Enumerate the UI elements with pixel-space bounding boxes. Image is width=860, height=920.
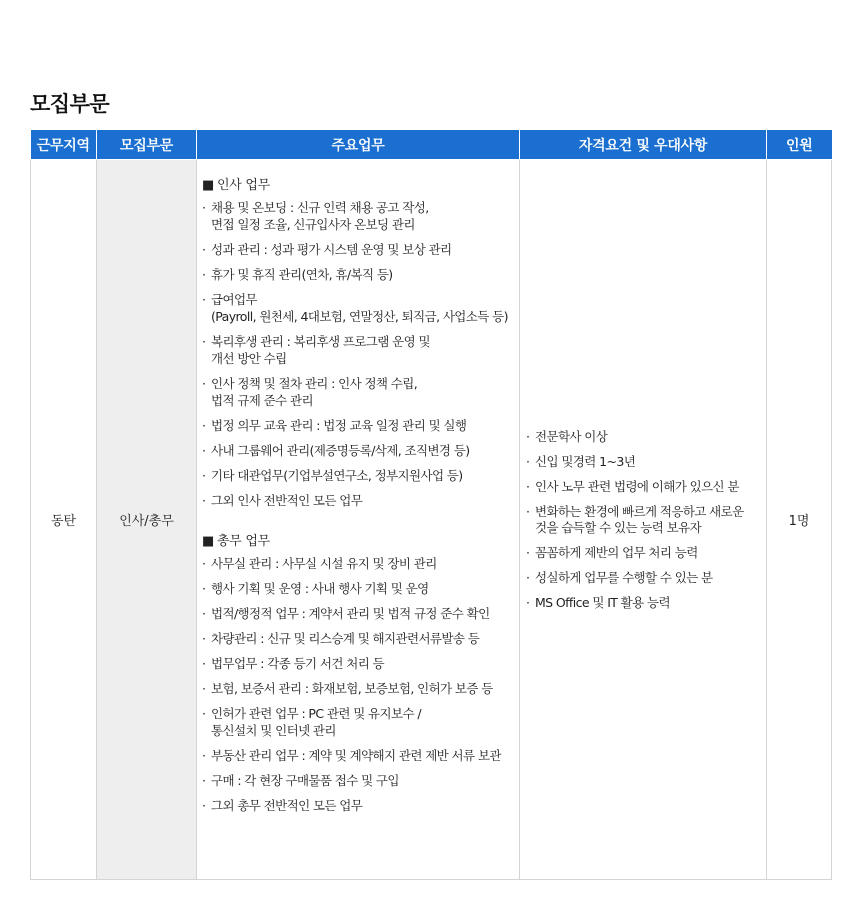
- list-item: [202, 333, 513, 367]
- list-item-line: 법정 의무 교육 관리 : 법정 교육 일정 관리 및 실행: [211, 418, 467, 433]
- list-item-line: 사내 그룹웨어 관리(제증명등록/삭제, 조직변경 등): [211, 443, 470, 458]
- table-header-row: [31, 130, 832, 160]
- bullet-dot: ·: [202, 292, 206, 307]
- list-item: [202, 797, 513, 814]
- list-item: [202, 241, 513, 258]
- list-item: [202, 266, 513, 283]
- header-qualifications: 자격요건 및 우대사항: [520, 130, 767, 160]
- bullet-dot: ·: [202, 200, 206, 215]
- list-item-line: 복리후생 관리 : 복리후생 프로그램 운영 및: [211, 334, 430, 349]
- list-item-line: 것을 습득할 수 있는 능력 보유자: [535, 519, 702, 535]
- list-item: [202, 492, 513, 509]
- bullet-dot: ·: [202, 773, 206, 788]
- bullet-dot: ·: [202, 631, 206, 646]
- bullet-dot: ·: [202, 334, 206, 349]
- duty-group-title-text: 인사 업무: [216, 178, 270, 193]
- table-row: [31, 160, 832, 880]
- bullet-dot: ·: [202, 606, 206, 621]
- list-item: [526, 504, 760, 536]
- list-item-line: 성과 관리 : 성과 평가 시스템 운영 및 보상 관리: [211, 242, 452, 257]
- bullet-dot: ·: [202, 656, 206, 671]
- list-item-line: 면접 일정 조율, 신규입사자 온보딩 관리: [211, 217, 415, 232]
- list-item-line: 법적/행정적 업무 : 계약서 관리 및 법적 규정 준수 확인: [211, 606, 490, 621]
- bullet-dot: ·: [202, 418, 206, 433]
- list-item-line: MS Office 및 IT 활용 능력: [535, 594, 670, 610]
- list-item: [202, 417, 513, 434]
- list-item: [202, 467, 513, 484]
- list-item: [202, 655, 513, 672]
- bullet-dot: ·: [526, 478, 530, 494]
- duty-group: [202, 533, 513, 814]
- bullet-dot: ·: [526, 594, 530, 610]
- list-item-line: 통신설치 및 인터넷 관리: [211, 723, 336, 738]
- list-item: [202, 375, 513, 409]
- list-item-line: 채용 및 온보딩 : 신규 인력 채용 공고 작성,: [211, 200, 429, 215]
- list-item-line: 신입 및경력 1~3년: [535, 453, 636, 469]
- list-item-line: 인허가 관련 업무 : PC 관련 및 유지보수 /: [211, 706, 421, 721]
- duty-group: [202, 177, 513, 509]
- list-item: [202, 680, 513, 697]
- list-item-line: 차량관리 : 신규 및 리스승계 및 해지관련서류발송 등: [211, 631, 480, 646]
- duty-list: [202, 555, 513, 814]
- list-item: [202, 442, 513, 459]
- bullet-dot: ·: [202, 242, 206, 257]
- list-item-line: 그외 인사 전반적인 모든 업무: [211, 493, 363, 508]
- list-item: [202, 291, 513, 325]
- list-item-line: 행사 기획 및 운영 : 사내 행사 기획 및 운영: [211, 581, 429, 596]
- list-item: [526, 479, 760, 495]
- bullet-dot: ·: [526, 453, 530, 469]
- list-item: [202, 772, 513, 789]
- list-item-line: 구매 : 각 현장 구매물품 접수 및 구입: [211, 773, 399, 788]
- list-item-line: 변화하는 환경에 빠르게 적응하고 새로운: [535, 503, 744, 519]
- list-item-line: 인사 정책 및 절차 관리 : 인사 정책 수립,: [211, 376, 418, 391]
- list-item: [526, 429, 760, 445]
- list-item-line: 인사 노무 관련 법령에 이해가 있으신 분: [535, 478, 739, 494]
- header-category: 모집부문: [97, 130, 197, 160]
- recruitment-table: [30, 130, 832, 880]
- duty-group-title: [202, 177, 513, 195]
- section-title: 모집부문: [30, 92, 110, 116]
- list-item: [526, 595, 760, 611]
- bullet-dot: ·: [202, 798, 206, 813]
- duty-group-title-text: 총무 업무: [216, 534, 270, 549]
- bullet-dot: ·: [202, 443, 206, 458]
- list-item-line: 성실하게 업무를 수행할 수 있는 분: [535, 569, 713, 585]
- bullet-dot: ·: [202, 681, 206, 696]
- list-item-line: 사무실 관리 : 사무실 시설 유지 및 장비 관리: [211, 556, 437, 571]
- list-item: [202, 199, 513, 233]
- list-item-line: 그외 총무 전반적인 모든 업무: [211, 798, 363, 813]
- bullet-dot: ·: [526, 428, 530, 444]
- list-item-line: 보험, 보증서 관리 : 화재보험, 보증보험, 인허가 보증 등: [211, 681, 493, 696]
- list-item-line: 개선 방안 수립: [211, 351, 287, 366]
- list-item: [526, 545, 760, 561]
- bullet-dot: ·: [202, 556, 206, 571]
- list-item-line: 법적 규제 준수 관리: [211, 393, 313, 408]
- bullet-dot: ·: [526, 569, 530, 585]
- header-region: 근무지역: [31, 130, 97, 160]
- bullet-dot: ·: [202, 581, 206, 596]
- list-item: [526, 454, 760, 470]
- square-marker-icon: ■: [202, 178, 214, 193]
- headcount-cell: 1명: [767, 160, 832, 880]
- list-item-line: 부동산 관리 업무 : 계약 및 계약해지 관련 제반 서류 보관: [211, 748, 501, 763]
- list-item: [526, 570, 760, 586]
- list-item-line: 휴가 및 휴직 관리(연차, 휴/복직 등): [211, 267, 393, 282]
- bullet-dot: ·: [202, 376, 206, 391]
- list-item-line: 꼼꼼하게 제반의 업무 처리 능력: [535, 544, 698, 560]
- list-item: [202, 747, 513, 764]
- bullet-dot: ·: [202, 493, 206, 508]
- region-cell: 동탄: [31, 160, 97, 880]
- bullet-dot: ·: [202, 267, 206, 282]
- bullet-dot: ·: [202, 748, 206, 763]
- list-item-line: 법무업무 : 각종 등기 서건 처리 등: [211, 656, 385, 671]
- list-item: [202, 580, 513, 597]
- list-item-line: 급여업무: [211, 292, 257, 307]
- qualifications-cell: [520, 160, 767, 880]
- list-item: [202, 555, 513, 572]
- list-item-line: 기타 대관업무(기업부설연구소, 정부지원사업 등): [211, 468, 463, 483]
- duty-group-title: [202, 533, 513, 551]
- list-item: [202, 705, 513, 739]
- bullet-dot: ·: [202, 706, 206, 721]
- bullet-dot: ·: [202, 468, 206, 483]
- bullet-dot: ·: [526, 503, 530, 519]
- qualifications-list: [526, 429, 760, 611]
- bullet-dot: ·: [526, 544, 530, 560]
- header-duties: 주요업무: [197, 130, 520, 160]
- category-cell: 인사/총무: [97, 160, 197, 880]
- duty-list: [202, 199, 513, 509]
- list-item-line: (Payroll, 원천세, 4대보험, 연말정산, 퇴직금, 사업소득 등): [211, 309, 508, 324]
- square-marker-icon: ■: [202, 534, 214, 549]
- list-item: [202, 630, 513, 647]
- list-item: [202, 605, 513, 622]
- list-item-line: 전문학사 이상: [535, 428, 608, 444]
- header-headcount: 인원: [767, 130, 832, 160]
- duties-cell: [197, 160, 520, 880]
